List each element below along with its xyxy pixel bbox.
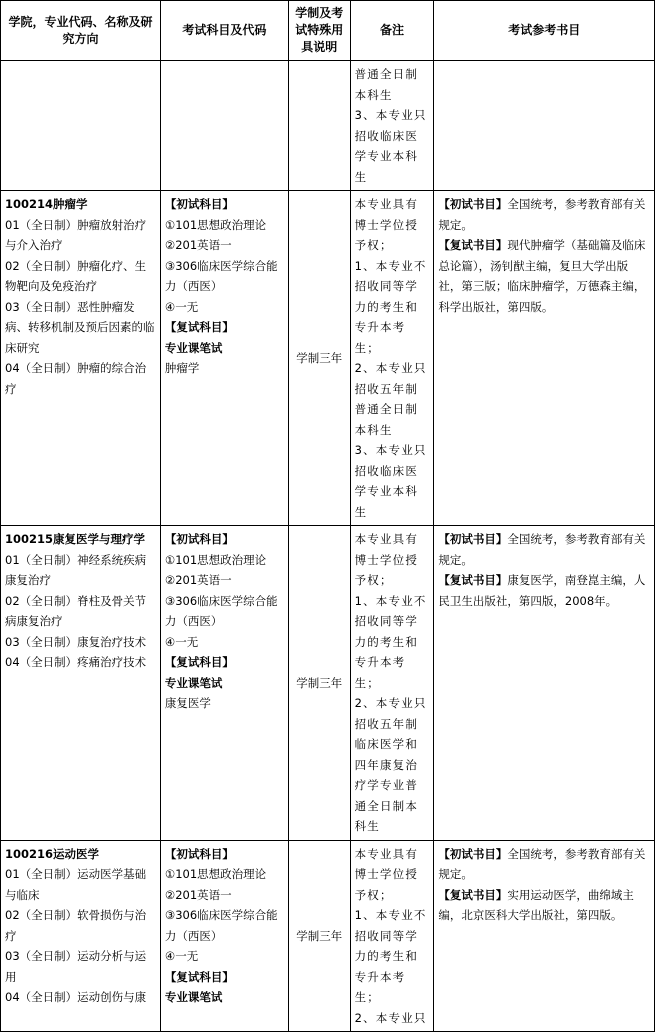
header-mode: 学制及考试特殊用具说明 bbox=[288, 1, 350, 61]
books-cell bbox=[434, 840, 655, 1032]
books-re-label: 【复试书目】 bbox=[438, 238, 508, 252]
table-row bbox=[1, 840, 655, 1032]
exam-re-title: 【复试科目】 bbox=[164, 969, 234, 984]
note-line: 1、本专业不招收同等学力的考生和专升本考生； bbox=[354, 258, 427, 355]
program-title: 100214肿瘤学 bbox=[5, 197, 88, 211]
cont-notes bbox=[350, 61, 434, 191]
direction-item: 03（全日制）康复治疗技术 bbox=[5, 634, 147, 649]
exam-item: ②201英语一 bbox=[164, 887, 232, 902]
continuation-row bbox=[1, 61, 655, 191]
note-line: 本专业具有博士学位授予权； bbox=[354, 197, 419, 252]
books-re-label: 【复试书目】 bbox=[438, 573, 508, 587]
exam-item: ②201英语一 bbox=[164, 573, 232, 587]
note-line: 本专业具有博士学位授予权； bbox=[354, 846, 419, 902]
direction-item: 04（全日制）运动创伤与康 bbox=[5, 990, 147, 1004]
mode-cell: 学制三年 bbox=[288, 526, 350, 841]
note-line: 2、本专业只招收五年制临床医学和四年康复治疗学专业普通全日制本科生 bbox=[354, 696, 427, 833]
table-row bbox=[1, 526, 655, 841]
direction-item: 02（全日制）脊柱及骨关节病康复治疗 bbox=[5, 593, 147, 628]
direction-item: 02（全日制）肿瘤化疗、生物靶向及免疫治疗 bbox=[5, 258, 147, 293]
books-init-text: 全国统考，参考教育部有关规定。 bbox=[438, 197, 646, 232]
exam-cell bbox=[160, 526, 288, 841]
mode-cell: 学制三年 bbox=[288, 191, 350, 526]
exam-item: ④一无 bbox=[164, 299, 199, 314]
note-line: 1、本专业不招收同等学力的考生和专升本考生； bbox=[354, 908, 427, 1004]
program-cell bbox=[1, 191, 161, 526]
note-line: 本专业具有博士学位授予权； bbox=[354, 532, 419, 587]
direction-item: 01（全日制）运动医学基础与临床 bbox=[5, 867, 147, 902]
notes-cell bbox=[350, 840, 434, 1032]
books-cell bbox=[434, 191, 655, 526]
program-cell bbox=[1, 526, 161, 841]
exam-re-sub: 专业课笔试 bbox=[164, 675, 223, 690]
exam-init-title: 【初试科目】 bbox=[164, 846, 234, 861]
exam-re-title: 【复试科目】 bbox=[164, 320, 234, 334]
notes-cell bbox=[350, 526, 434, 841]
books-init bbox=[438, 844, 650, 885]
exam-re-title: 【复试科目】 bbox=[164, 655, 234, 669]
exam-re-sub: 专业课笔试 bbox=[164, 990, 223, 1004]
exam-item: ③306临床医学综合能力（西医） bbox=[164, 908, 278, 943]
exam-re-subject: 肿瘤学 bbox=[164, 361, 200, 375]
note-line: 2、本专业只招收五年制普通全日制本科生 bbox=[354, 361, 427, 437]
books-re-text: 实用运动医学，曲绵域主编，北京医科大学出版社，第四版。 bbox=[438, 887, 634, 922]
books-init bbox=[438, 529, 650, 570]
books-init-label: 【初试书目】 bbox=[438, 197, 508, 211]
books-re-text: 康复医学，南登崑主编，人民卫生出版社，第四版，2008年。 bbox=[438, 573, 646, 608]
exam-item: ①101思想政治理论 bbox=[164, 867, 267, 881]
books-init-label: 【初试书目】 bbox=[438, 532, 508, 546]
direction-item: 03（全日制）恶性肿瘤发病、转移机制及预后因素的临床研究 bbox=[5, 299, 155, 355]
program-title: 100215康复医学与理疗学 bbox=[5, 532, 146, 546]
note-line: 3、本专业只招收临床医学专业本科生 bbox=[354, 108, 427, 184]
books-re bbox=[438, 885, 650, 926]
books-re-label: 【复试书目】 bbox=[438, 887, 508, 902]
books-init-label: 【初试书目】 bbox=[438, 846, 508, 861]
cont-books bbox=[434, 61, 655, 191]
books-init bbox=[438, 194, 650, 235]
books-cell bbox=[434, 526, 655, 841]
books-re bbox=[438, 235, 650, 317]
books-init-text: 全国统考，参考教育部有关规定。 bbox=[438, 532, 646, 567]
cont-program bbox=[1, 61, 161, 191]
books-re bbox=[438, 570, 650, 611]
exam-item: ②201英语一 bbox=[164, 238, 232, 252]
cont-exam bbox=[160, 61, 288, 191]
note-line: 普通全日制本科生 bbox=[354, 67, 419, 102]
exam-init-title: 【初试科目】 bbox=[164, 532, 234, 546]
header-row bbox=[1, 1, 655, 61]
program-cell bbox=[1, 840, 161, 1032]
direction-item: 01（全日制）神经系统疾病康复治疗 bbox=[5, 552, 147, 587]
exam-cell bbox=[160, 191, 288, 526]
notes-cell bbox=[350, 191, 434, 526]
exam-cell bbox=[160, 840, 288, 1032]
table-row bbox=[1, 191, 655, 526]
cont-mode bbox=[288, 61, 350, 191]
note-line: 2、本专业只 bbox=[354, 1010, 427, 1025]
exam-re-sub: 专业课笔试 bbox=[164, 340, 223, 355]
header-program: 学院，专业代码、名称及研究方向 bbox=[1, 1, 161, 61]
mode-cell: 学制三年 bbox=[288, 840, 350, 1032]
books-init-text: 全国统考，参考教育部有关规定。 bbox=[438, 846, 646, 881]
books-re-text: 现代肿瘤学（基础篇及临床总论篇），汤钊猷主编，复旦大学出版社，第三版；临床肿瘤学，万德森主编，科学出版社，第四版。 bbox=[438, 238, 646, 314]
exam-item: ①101思想政治理论 bbox=[164, 217, 267, 232]
header-exam: 考试科目及代码 bbox=[160, 1, 288, 61]
exam-item: ③306临床医学综合能力（西医） bbox=[164, 593, 278, 628]
direction-item: 02（全日制）软骨损伤与治疗 bbox=[5, 908, 147, 943]
exam-init-title: 【初试科目】 bbox=[164, 197, 234, 211]
direction-item: 01（全日制）肿瘤放射治疗与介入治疗 bbox=[5, 217, 147, 252]
program-title: 100216运动医学 bbox=[5, 846, 100, 861]
note-line: 1、本专业不招收同等学力的考生和专升本考生； bbox=[354, 593, 427, 690]
exam-item: ①101思想政治理论 bbox=[164, 552, 267, 567]
exam-item: ④一无 bbox=[164, 634, 199, 649]
exam-item: ③306临床医学综合能力（西医） bbox=[164, 258, 278, 293]
exam-item: ④一无 bbox=[164, 949, 199, 963]
header-books: 考试参考书目 bbox=[434, 1, 655, 61]
direction-item: 04（全日制）疼痛治疗技术 bbox=[5, 655, 147, 669]
direction-item: 03（全日制）运动分析与运用 bbox=[5, 949, 147, 984]
note-line: 3、本专业只招收临床医学专业本科生 bbox=[354, 443, 427, 519]
exam-re-subject: 康复医学 bbox=[164, 696, 211, 710]
direction-item: 04（全日制）肿瘤的综合治疗 bbox=[5, 361, 147, 396]
header-notes: 备注 bbox=[350, 1, 434, 61]
